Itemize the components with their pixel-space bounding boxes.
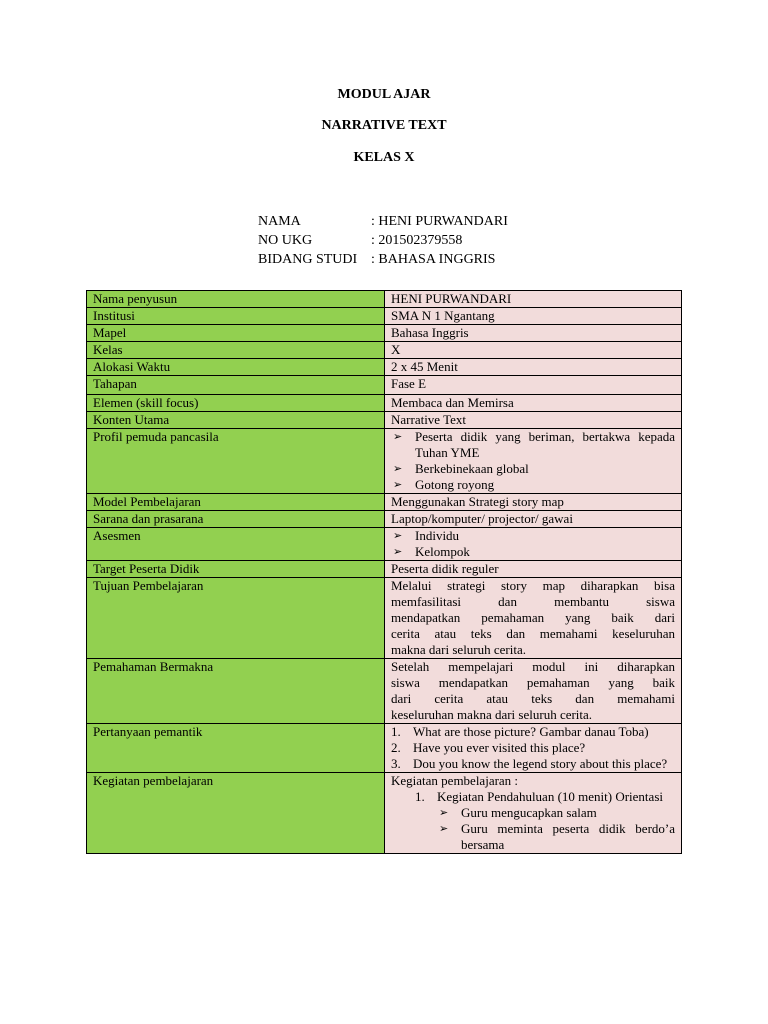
list-item: ➢ Individu [391, 528, 675, 544]
text-line: siswa mendapatkan pemahaman yang baik [391, 675, 675, 690]
profile-list [391, 429, 675, 493]
table-row [87, 659, 682, 724]
info-row-nama [258, 212, 508, 231]
info-value: : HENI PURWANDARI [371, 214, 508, 229]
step-text: Kegiatan Pendahuluan (10 menit) Orientasi [437, 789, 663, 804]
row-value: Fase E [385, 376, 682, 395]
activity-list [391, 805, 675, 853]
row-value [385, 578, 682, 659]
list-item: ➢ Guru meminta peserta didik berdo’a bersama [437, 821, 675, 853]
item-text: What are those picture? Gambar danau Toba) [413, 724, 649, 739]
row-value: HENI PURWANDARI [385, 291, 682, 308]
row-value: SMA N 1 Ngantang [385, 308, 682, 325]
step-number: 1. [415, 789, 425, 804]
item-text: Have you ever visited this place? [413, 740, 586, 755]
module-title: MODUL AJAR [337, 87, 431, 102]
row-label: Sarana dan prasarana [87, 511, 385, 528]
table-row [87, 724, 682, 773]
info-value: : 201502379558 [371, 233, 463, 248]
activity-intro: Kegiatan pembelajaran : [391, 773, 519, 788]
row-label: Pertanyaan pemantik [87, 724, 385, 773]
item-number: 1. [391, 724, 401, 739]
text-line: memfasilitasi dan membantu siswa [391, 594, 675, 609]
row-value: Laptop/komputer/ projector/ gawai [385, 511, 682, 528]
table-row [87, 773, 682, 854]
table-row [87, 412, 682, 429]
row-label: Kegiatan pembelajaran [87, 773, 385, 854]
row-value: Peserta didik reguler [385, 561, 682, 578]
question-list [391, 724, 675, 772]
table-row [87, 376, 682, 395]
text-line: Setelah mempelajari modul ini diharapkan [391, 659, 675, 674]
row-label: Pemahaman Bermakna [87, 659, 385, 724]
row-value [385, 528, 682, 561]
row-value: 2 x 45 Menit [385, 359, 682, 376]
list-item [391, 756, 675, 772]
info-label: NAMA [258, 214, 301, 229]
table-row [87, 291, 682, 308]
row-label: Kelas [87, 342, 385, 359]
row-label: Elemen (skill focus) [87, 395, 385, 412]
list-item: ➢ Guru mengucapkan salam [437, 805, 675, 821]
table-row [87, 578, 682, 659]
table-row [87, 528, 682, 561]
list-item: ➢ Peserta didik yang beriman, bertakwa kepada Tuhan YME [391, 429, 675, 461]
assessment-list [391, 528, 675, 560]
row-label: Nama penyusun [87, 291, 385, 308]
table-row [87, 308, 682, 325]
row-label: Institusi [87, 308, 385, 325]
module-subtitle: NARRATIVE TEXT [321, 118, 447, 133]
info-row-bidang-studi [258, 250, 508, 269]
row-label: Profil pemuda pancasila [87, 429, 385, 494]
list-item [391, 740, 675, 756]
activity-step [391, 789, 675, 805]
item-text: Dou you know the legend story about this place? [413, 756, 668, 771]
text-line: makna dari seluruh cerita. [391, 642, 526, 657]
row-value [385, 429, 682, 494]
table-row [87, 325, 682, 342]
row-label: Konten Utama [87, 412, 385, 429]
row-value: Membaca dan Memirsa [385, 395, 682, 412]
row-label: Alokasi Waktu [87, 359, 385, 376]
table-row [87, 494, 682, 511]
info-label: BIDANG STUDI [258, 252, 358, 267]
info-row-no-ukg [258, 231, 508, 250]
row-label: Model Pembelajaran [87, 494, 385, 511]
list-item: ➢ Berkebinekaan global [391, 461, 675, 477]
row-value: Bahasa Inggris [385, 325, 682, 342]
row-value [385, 659, 682, 724]
info-label: NO UKG [258, 233, 313, 248]
table-row [87, 359, 682, 376]
info-value: : BAHASA INGGRIS [371, 252, 496, 267]
row-label: Target Peserta Didik [87, 561, 385, 578]
table-row [87, 429, 682, 494]
class-title: KELAS X [353, 150, 415, 165]
table-row [87, 561, 682, 578]
text-line: Melalui strategi story map diharapkan bisa [391, 578, 675, 593]
row-value: Menggunakan Strategi story map [385, 494, 682, 511]
text-line: mendapatkan pemahaman yang baik dari [391, 610, 675, 625]
row-label: Asesmen [87, 528, 385, 561]
row-label: Tujuan Pembelajaran [87, 578, 385, 659]
identity-block [258, 212, 508, 269]
table-row [87, 395, 682, 412]
item-number: 2. [391, 740, 401, 755]
list-item: ➢ Gotong royong [391, 477, 675, 493]
item-number: 3. [391, 756, 401, 771]
row-label: Mapel [87, 325, 385, 342]
row-value [385, 724, 682, 773]
row-value: Narrative Text [385, 412, 682, 429]
list-item [391, 724, 675, 740]
text-line: cerita atau teks dan memahami keseluruhan [391, 626, 675, 641]
table-row [87, 342, 682, 359]
row-label: Tahapan [87, 376, 385, 395]
module-table [86, 290, 682, 854]
row-value [385, 773, 682, 854]
table-row [87, 511, 682, 528]
list-item: ➢ Kelompok [391, 544, 675, 560]
row-value: X [385, 342, 682, 359]
text-line: keseluruhan makna dari seluruh cerita. [391, 707, 593, 722]
text-line: dari cerita atau teks dan memahami [391, 691, 675, 706]
